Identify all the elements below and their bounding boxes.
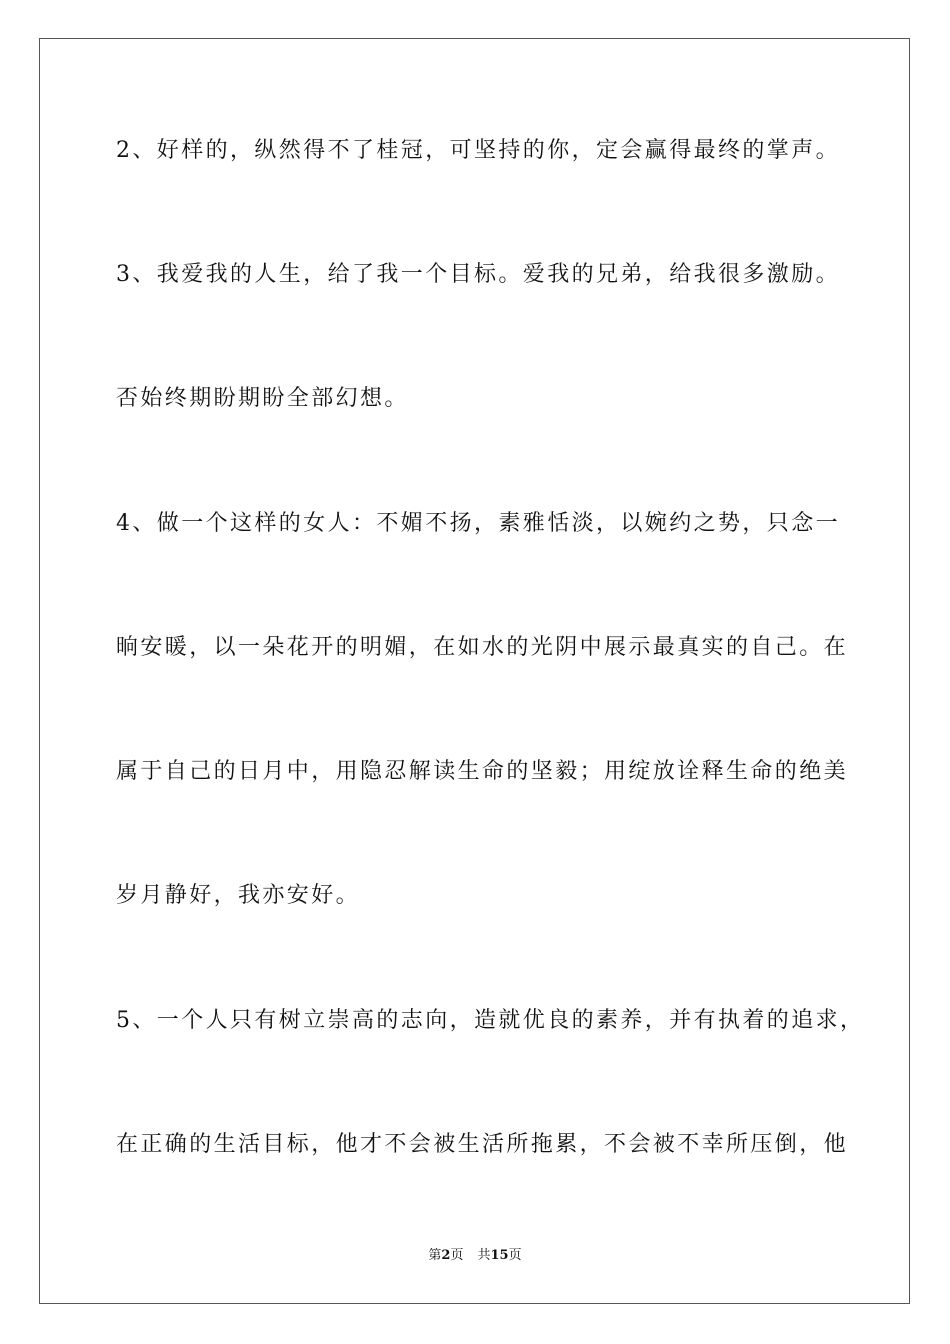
paragraph-line-9: 在正确的生活目标，他才不会被生活所拖累，不会被不幸所压倒，他: [116, 1132, 849, 1157]
total-suffix: 页: [508, 1248, 522, 1263]
total-pages: 15: [490, 1248, 509, 1263]
page-border: [39, 38, 910, 1304]
paragraph-line-7: 岁月静好，我亦安好。: [116, 883, 361, 908]
page-prefix: 第: [428, 1248, 442, 1263]
paragraph-line-6: 属于自己的日月中，用隐忍解读生命的坚毅；用绽放诠释生命的绝美: [116, 759, 849, 784]
total-prefix: 共: [477, 1248, 491, 1263]
paragraph-line-3: 否始终期盼期盼全部幻想。: [116, 386, 409, 411]
paragraph-line-1: 2、好样的，纵然得不了桂冠，可坚持的你，定会赢得最终的掌声。: [116, 138, 840, 163]
page-footer: [0, 1248, 950, 1264]
paragraph-line-4: 4、做一个这样的女人：不媚不扬，素雅恬淡，以婉约之势，只念一: [116, 511, 840, 536]
paragraph-line-2: 3、我爱我的人生，给了我一个目标。爱我的兄弟，给我很多激励。: [116, 262, 840, 287]
paragraph-line-8: 5、一个人只有树立崇高的志向，造就优良的素养，并有执着的追求，: [116, 1008, 865, 1033]
page-suffix: 页: [450, 1248, 464, 1263]
page-number: 2: [441, 1248, 451, 1263]
paragraph-line-5: 晌安暖，以一朵花开的明媚，在如水的光阴中展示最真实的自己。在: [116, 635, 849, 660]
